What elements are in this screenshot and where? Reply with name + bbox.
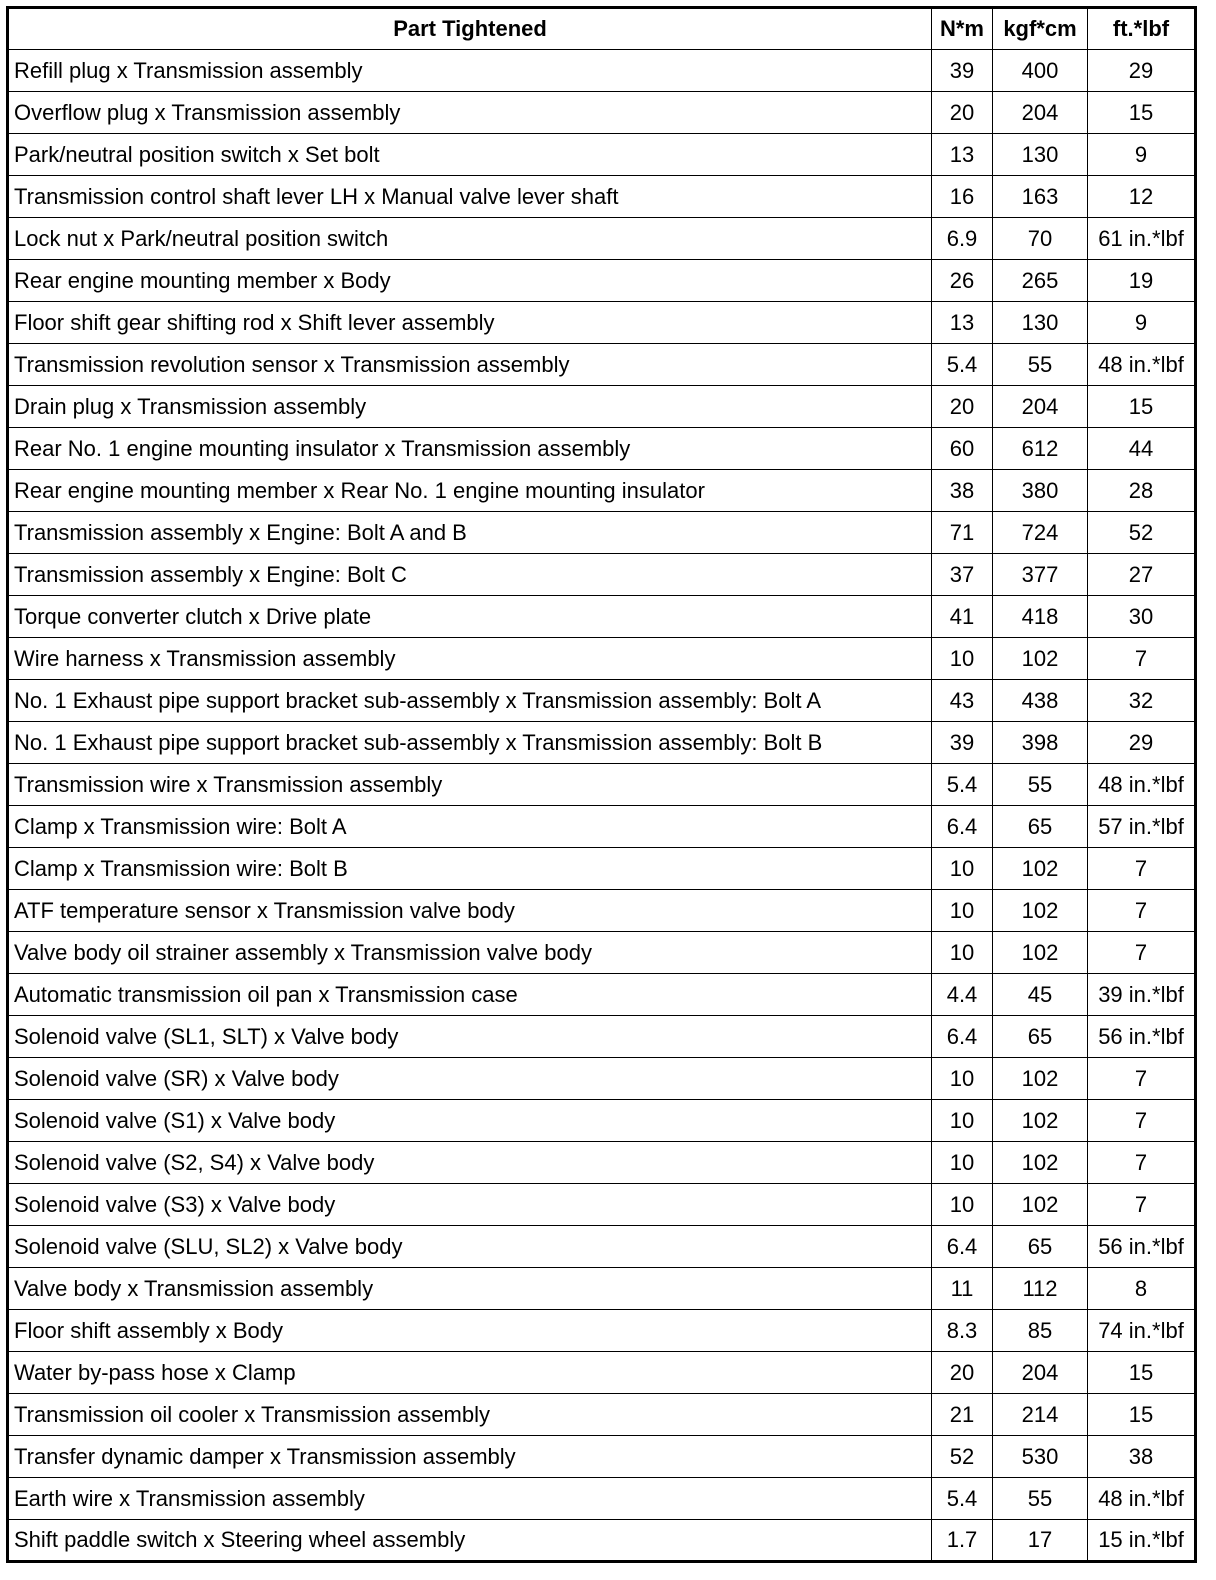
table-row: [8, 1478, 1196, 1520]
table-row: [8, 1394, 1196, 1436]
part-cell: Rear engine mounting member x Body: [8, 260, 932, 302]
kgf-cm-cell: 438: [993, 680, 1088, 722]
nm-cell: 10: [932, 638, 993, 680]
part-cell: Solenoid valve (S3) x Valve body: [8, 1184, 932, 1226]
kgf-cm-cell: 204: [993, 386, 1088, 428]
ft-lbf-cell: 7: [1088, 932, 1196, 974]
part-cell: Transmission wire x Transmission assembly: [8, 764, 932, 806]
part-cell: Valve body x Transmission assembly: [8, 1268, 932, 1310]
ft-lbf-cell: 7: [1088, 1142, 1196, 1184]
kgf-cm-cell: 418: [993, 596, 1088, 638]
table-row: [8, 848, 1196, 890]
kgf-cm-cell: 65: [993, 806, 1088, 848]
part-cell: Rear engine mounting member x Rear No. 1 engine mounting insulator: [8, 470, 932, 512]
ft-lbf-cell: 32: [1088, 680, 1196, 722]
table-row: [8, 512, 1196, 554]
ft-lbf-cell: 29: [1088, 50, 1196, 92]
part-cell: Wire harness x Transmission assembly: [8, 638, 932, 680]
kgf-cm-cell: 265: [993, 260, 1088, 302]
table-header-row: [8, 8, 1196, 50]
kgf-cm-cell: 45: [993, 974, 1088, 1016]
kgf-cm-cell: 204: [993, 1352, 1088, 1394]
nm-cell: 6.4: [932, 1226, 993, 1268]
kgf-cm-cell: 380: [993, 470, 1088, 512]
nm-cell: 5.4: [932, 344, 993, 386]
kgf-cm-cell: 400: [993, 50, 1088, 92]
nm-cell: 6.4: [932, 1016, 993, 1058]
nm-cell: 39: [932, 722, 993, 764]
table-row: [8, 1310, 1196, 1352]
table-row: [8, 260, 1196, 302]
part-cell: Solenoid valve (S1) x Valve body: [8, 1100, 932, 1142]
ft-lbf-cell: 29: [1088, 722, 1196, 764]
table-row: [8, 50, 1196, 92]
ft-lbf-cell: 15: [1088, 92, 1196, 134]
ft-lbf-cell: 48 in.*lbf: [1088, 344, 1196, 386]
nm-cell: 5.4: [932, 764, 993, 806]
part-cell: No. 1 Exhaust pipe support bracket sub-assembly x Transmission assembly: Bolt A: [8, 680, 932, 722]
ft-lbf-cell: 7: [1088, 638, 1196, 680]
nm-cell: 16: [932, 176, 993, 218]
header-kgf-cm: kgf*cm: [993, 8, 1088, 50]
nm-cell: 4.4: [932, 974, 993, 1016]
kgf-cm-cell: 55: [993, 764, 1088, 806]
ft-lbf-cell: 15: [1088, 1352, 1196, 1394]
table-row: [8, 764, 1196, 806]
part-cell: Drain plug x Transmission assembly: [8, 386, 932, 428]
part-cell: ATF temperature sensor x Transmission valve body: [8, 890, 932, 932]
table-row: [8, 1520, 1196, 1562]
table-row: [8, 974, 1196, 1016]
ft-lbf-cell: 48 in.*lbf: [1088, 1478, 1196, 1520]
ft-lbf-cell: 7: [1088, 1184, 1196, 1226]
ft-lbf-cell: 7: [1088, 1058, 1196, 1100]
kgf-cm-cell: 612: [993, 428, 1088, 470]
kgf-cm-cell: 398: [993, 722, 1088, 764]
kgf-cm-cell: 55: [993, 344, 1088, 386]
table-body: [8, 50, 1196, 1562]
ft-lbf-cell: 56 in.*lbf: [1088, 1016, 1196, 1058]
ft-lbf-cell: 19: [1088, 260, 1196, 302]
kgf-cm-cell: 102: [993, 1184, 1088, 1226]
table-row: [8, 932, 1196, 974]
header-nm: N*m: [932, 8, 993, 50]
nm-cell: 13: [932, 302, 993, 344]
part-cell: Torque converter clutch x Drive plate: [8, 596, 932, 638]
nm-cell: 8.3: [932, 1310, 993, 1352]
ft-lbf-cell: 9: [1088, 134, 1196, 176]
table-row: [8, 1352, 1196, 1394]
ft-lbf-cell: 38: [1088, 1436, 1196, 1478]
kgf-cm-cell: 55: [993, 1478, 1088, 1520]
nm-cell: 10: [932, 1142, 993, 1184]
table-row: [8, 1268, 1196, 1310]
nm-cell: 41: [932, 596, 993, 638]
part-cell: Transmission assembly x Engine: Bolt C: [8, 554, 932, 596]
nm-cell: 60: [932, 428, 993, 470]
part-cell: Solenoid valve (SLU, SL2) x Valve body: [8, 1226, 932, 1268]
nm-cell: 11: [932, 1268, 993, 1310]
part-cell: Solenoid valve (SR) x Valve body: [8, 1058, 932, 1100]
nm-cell: 20: [932, 386, 993, 428]
part-cell: Clamp x Transmission wire: Bolt A: [8, 806, 932, 848]
ft-lbf-cell: 12: [1088, 176, 1196, 218]
part-cell: Floor shift assembly x Body: [8, 1310, 932, 1352]
table-row: [8, 386, 1196, 428]
nm-cell: 10: [932, 1184, 993, 1226]
part-cell: Shift paddle switch x Steering wheel assembly: [8, 1520, 932, 1562]
part-cell: Water by-pass hose x Clamp: [8, 1352, 932, 1394]
table-row: [8, 176, 1196, 218]
nm-cell: 39: [932, 50, 993, 92]
ft-lbf-cell: 8: [1088, 1268, 1196, 1310]
kgf-cm-cell: 130: [993, 302, 1088, 344]
kgf-cm-cell: 102: [993, 1100, 1088, 1142]
nm-cell: 43: [932, 680, 993, 722]
ft-lbf-cell: 15: [1088, 386, 1196, 428]
part-cell: Clamp x Transmission wire: Bolt B: [8, 848, 932, 890]
kgf-cm-cell: 530: [993, 1436, 1088, 1478]
table-row: [8, 470, 1196, 512]
part-cell: Solenoid valve (S2, S4) x Valve body: [8, 1142, 932, 1184]
ft-lbf-cell: 27: [1088, 554, 1196, 596]
kgf-cm-cell: 70: [993, 218, 1088, 260]
part-cell: Transmission control shaft lever LH x Manual valve lever shaft: [8, 176, 932, 218]
part-cell: Rear No. 1 engine mounting insulator x Transmission assembly: [8, 428, 932, 470]
part-cell: Refill plug x Transmission assembly: [8, 50, 932, 92]
header-ft-lbf: ft.*lbf: [1088, 8, 1196, 50]
ft-lbf-cell: 30: [1088, 596, 1196, 638]
table-row: [8, 1100, 1196, 1142]
ft-lbf-cell: 57 in.*lbf: [1088, 806, 1196, 848]
kgf-cm-cell: 85: [993, 1310, 1088, 1352]
kgf-cm-cell: 65: [993, 1226, 1088, 1268]
kgf-cm-cell: 17: [993, 1520, 1088, 1562]
part-cell: Transmission oil cooler x Transmission assembly: [8, 1394, 932, 1436]
nm-cell: 21: [932, 1394, 993, 1436]
part-cell: No. 1 Exhaust pipe support bracket sub-assembly x Transmission assembly: Bolt B: [8, 722, 932, 764]
part-cell: Overflow plug x Transmission assembly: [8, 92, 932, 134]
nm-cell: 10: [932, 1058, 993, 1100]
table-row: [8, 218, 1196, 260]
nm-cell: 71: [932, 512, 993, 554]
table-row: [8, 554, 1196, 596]
nm-cell: 20: [932, 92, 993, 134]
ft-lbf-cell: 39 in.*lbf: [1088, 974, 1196, 1016]
nm-cell: 6.9: [932, 218, 993, 260]
table-row: [8, 722, 1196, 764]
nm-cell: 10: [932, 1100, 993, 1142]
nm-cell: 10: [932, 932, 993, 974]
table-row: [8, 134, 1196, 176]
table-row: [8, 596, 1196, 638]
part-cell: Solenoid valve (SL1, SLT) x Valve body: [8, 1016, 932, 1058]
kgf-cm-cell: 204: [993, 92, 1088, 134]
ft-lbf-cell: 28: [1088, 470, 1196, 512]
part-cell: Earth wire x Transmission assembly: [8, 1478, 932, 1520]
table-row: [8, 302, 1196, 344]
nm-cell: 37: [932, 554, 993, 596]
kgf-cm-cell: 130: [993, 134, 1088, 176]
nm-cell: 10: [932, 848, 993, 890]
torque-spec-table: [6, 6, 1197, 1563]
ft-lbf-cell: 7: [1088, 848, 1196, 890]
kgf-cm-cell: 377: [993, 554, 1088, 596]
table-row: [8, 1058, 1196, 1100]
ft-lbf-cell: 56 in.*lbf: [1088, 1226, 1196, 1268]
table-row: [8, 344, 1196, 386]
nm-cell: 1.7: [932, 1520, 993, 1562]
part-cell: Floor shift gear shifting rod x Shift lever assembly: [8, 302, 932, 344]
kgf-cm-cell: 102: [993, 890, 1088, 932]
table-row: [8, 1184, 1196, 1226]
nm-cell: 5.4: [932, 1478, 993, 1520]
kgf-cm-cell: 65: [993, 1016, 1088, 1058]
nm-cell: 26: [932, 260, 993, 302]
nm-cell: 52: [932, 1436, 993, 1478]
kgf-cm-cell: 102: [993, 1058, 1088, 1100]
header-part-tightened: Part Tightened: [8, 8, 932, 50]
ft-lbf-cell: 48 in.*lbf: [1088, 764, 1196, 806]
nm-cell: 6.4: [932, 806, 993, 848]
kgf-cm-cell: 102: [993, 932, 1088, 974]
ft-lbf-cell: 74 in.*lbf: [1088, 1310, 1196, 1352]
part-cell: Transmission revolution sensor x Transmission assembly: [8, 344, 932, 386]
nm-cell: 20: [932, 1352, 993, 1394]
part-cell: Valve body oil strainer assembly x Transmission valve body: [8, 932, 932, 974]
ft-lbf-cell: 7: [1088, 1100, 1196, 1142]
table-row: [8, 1226, 1196, 1268]
part-cell: Automatic transmission oil pan x Transmission case: [8, 974, 932, 1016]
ft-lbf-cell: 15: [1088, 1394, 1196, 1436]
table-row: [8, 92, 1196, 134]
ft-lbf-cell: 44: [1088, 428, 1196, 470]
table-row: [8, 428, 1196, 470]
table-row: [8, 1436, 1196, 1478]
nm-cell: 13: [932, 134, 993, 176]
ft-lbf-cell: 15 in.*lbf: [1088, 1520, 1196, 1562]
kgf-cm-cell: 163: [993, 176, 1088, 218]
kgf-cm-cell: 724: [993, 512, 1088, 554]
table-row: [8, 806, 1196, 848]
table-row: [8, 890, 1196, 932]
kgf-cm-cell: 102: [993, 1142, 1088, 1184]
part-cell: Park/neutral position switch x Set bolt: [8, 134, 932, 176]
table-row: [8, 1016, 1196, 1058]
kgf-cm-cell: 102: [993, 638, 1088, 680]
part-cell: Lock nut x Park/neutral position switch: [8, 218, 932, 260]
ft-lbf-cell: 52: [1088, 512, 1196, 554]
ft-lbf-cell: 61 in.*lbf: [1088, 218, 1196, 260]
kgf-cm-cell: 214: [993, 1394, 1088, 1436]
part-cell: Transfer dynamic damper x Transmission assembly: [8, 1436, 932, 1478]
nm-cell: 38: [932, 470, 993, 512]
table-row: [8, 638, 1196, 680]
kgf-cm-cell: 102: [993, 848, 1088, 890]
part-cell: Transmission assembly x Engine: Bolt A and B: [8, 512, 932, 554]
kgf-cm-cell: 112: [993, 1268, 1088, 1310]
table-row: [8, 680, 1196, 722]
ft-lbf-cell: 7: [1088, 890, 1196, 932]
ft-lbf-cell: 9: [1088, 302, 1196, 344]
table-row: [8, 1142, 1196, 1184]
nm-cell: 10: [932, 890, 993, 932]
